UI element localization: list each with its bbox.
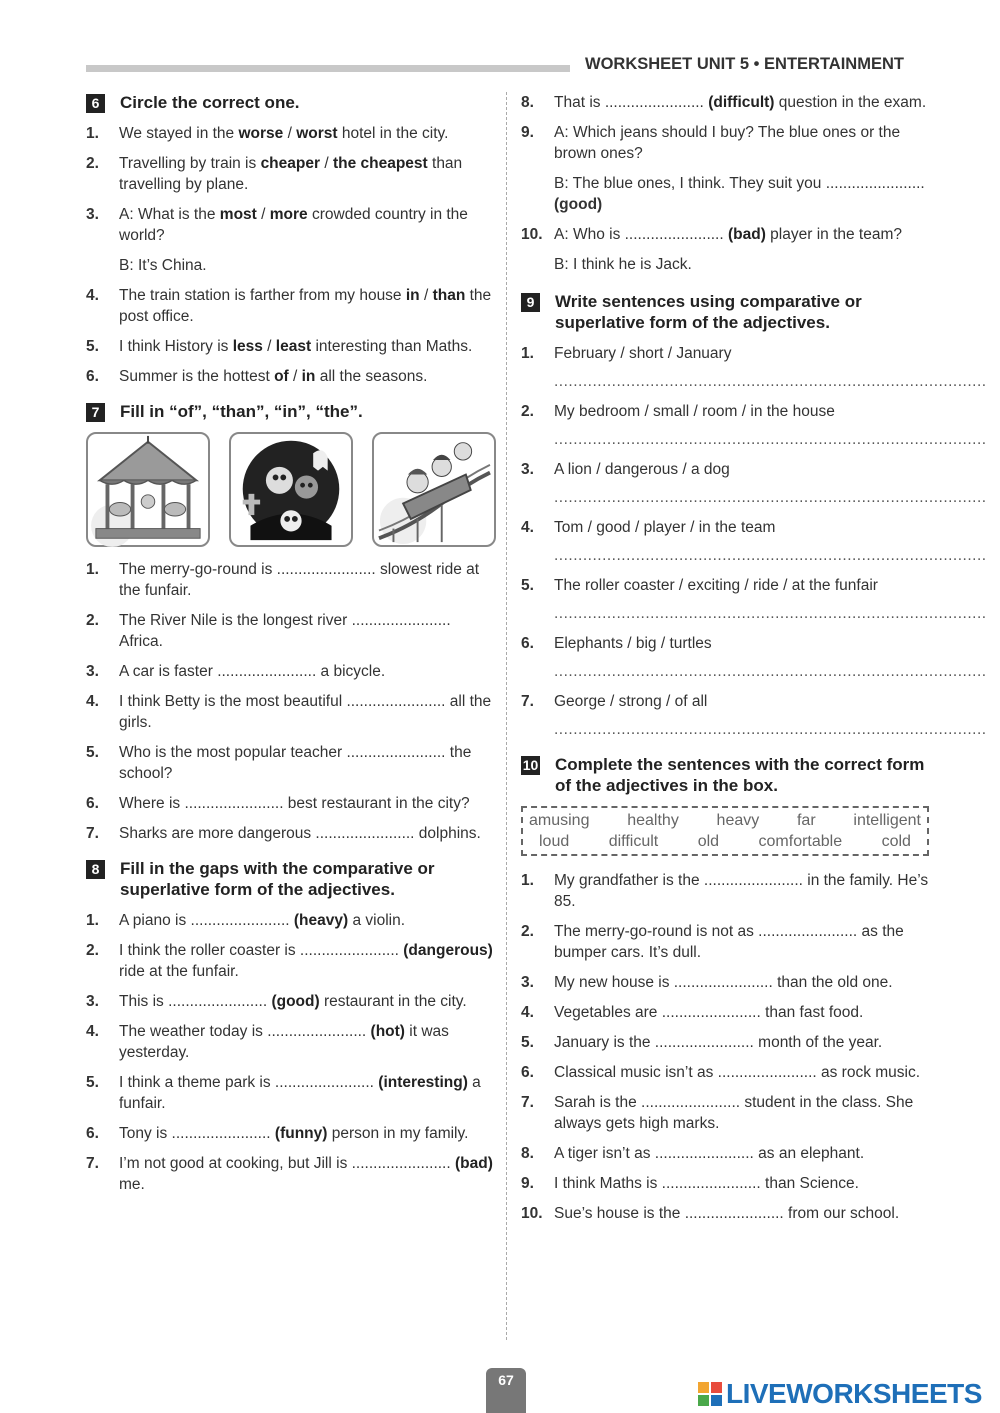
item-number: 3. xyxy=(86,206,99,223)
list-item xyxy=(521,1002,929,1023)
text-part: a violin. xyxy=(348,912,406,929)
item-text: Sue’s house is the ....................... from our school. xyxy=(554,1205,900,1222)
item-number: 5. xyxy=(86,1074,99,1091)
list-item xyxy=(86,204,496,246)
item-text: Tom / good / player / in the team xyxy=(554,519,776,536)
item-number: 10. xyxy=(521,1205,543,1222)
text-part: A piano is ....................... xyxy=(119,912,294,929)
right-column xyxy=(521,92,987,1233)
item-text xyxy=(119,366,496,387)
option-separator: / xyxy=(419,287,433,304)
word-option: healthy xyxy=(627,812,679,829)
adjective-hint: (interesting) xyxy=(378,1074,468,1091)
item-text: A car is faster ....................... a bicycle. xyxy=(119,663,386,680)
list-item xyxy=(521,459,929,480)
answer-dotted-line[interactable]: .......................................................................................... xyxy=(554,431,987,448)
item-text: The River Nile is the longest river ....................... Africa. xyxy=(119,612,451,650)
section-7-pictures xyxy=(86,432,496,547)
list-item xyxy=(521,1203,929,1224)
list-item xyxy=(86,661,496,682)
text-part: I think History is xyxy=(119,338,233,355)
word-row xyxy=(529,831,921,852)
text-part: it was yesterday. xyxy=(119,1023,449,1061)
item-text: January is the ....................... month of the year. xyxy=(554,1034,883,1051)
list-item xyxy=(86,1072,496,1114)
item-number: 4. xyxy=(86,287,99,304)
item-text: Who is the most popular teacher ....................... the school? xyxy=(119,744,472,782)
option-separator: / xyxy=(262,338,276,355)
text-part: player in the team? xyxy=(765,226,903,243)
text-part: crowded country in the world? xyxy=(119,206,468,244)
option-a[interactable]: worse xyxy=(238,125,284,142)
item-number: 1. xyxy=(521,345,534,362)
list-item xyxy=(521,1173,929,1194)
list-item xyxy=(521,1032,929,1053)
section-title: Write sentences using comparative or superlative form of the adjectives. xyxy=(555,292,862,332)
list-item xyxy=(521,972,929,993)
worksheet-title: WORKSHEET UNIT 5 • ENTERTAINMENT xyxy=(585,55,904,73)
logo-square xyxy=(698,1395,709,1406)
item-text xyxy=(119,940,496,982)
item-number: 8. xyxy=(521,94,534,111)
item-number: 9. xyxy=(521,1175,534,1192)
list-item xyxy=(521,92,929,113)
text-part: interesting than Maths. xyxy=(311,338,473,355)
answer-dotted-line[interactable]: .......................................................................................... xyxy=(554,373,987,390)
item-text: Classical music isn’t as ....................... as rock music. xyxy=(554,1064,921,1081)
adjective-hint: (good) xyxy=(271,993,320,1010)
item-number: 3. xyxy=(86,993,99,1010)
adjective-hint: (dangerous) xyxy=(403,942,493,959)
item-number: 6. xyxy=(521,1064,534,1081)
answer-dotted-line[interactable]: .......................................................................................... xyxy=(554,721,987,738)
item-number: 7. xyxy=(86,825,99,842)
list-item xyxy=(86,793,496,814)
item-number: 5. xyxy=(521,1034,534,1051)
word-option: comfortable xyxy=(758,833,843,850)
section-9-items xyxy=(521,343,987,740)
text-part: Travelling by train is xyxy=(119,155,261,172)
list-item xyxy=(86,1021,496,1063)
item-number: 2. xyxy=(521,403,534,420)
item-number: 7. xyxy=(521,1094,534,1111)
item-number: 1. xyxy=(521,872,534,889)
item-number: 5. xyxy=(86,744,99,761)
text-part: hotel in the city. xyxy=(337,125,449,142)
text-part: A: Who is ....................... xyxy=(554,226,728,243)
adjective-word-box xyxy=(521,806,929,856)
item-number: 4. xyxy=(86,693,99,710)
section-number: 6 xyxy=(86,94,105,113)
text-part: A: Which jeans should I buy? The blue ones or the brown ones? xyxy=(554,124,901,162)
text-part: a funfair. xyxy=(119,1074,481,1112)
left-column xyxy=(86,92,496,1204)
section-9-header xyxy=(521,291,929,333)
text-part: Summer is the hottest xyxy=(119,368,275,385)
section-6-items xyxy=(86,123,496,387)
text-part: the post office. xyxy=(119,287,492,325)
text-part: person in my family. xyxy=(327,1125,469,1142)
answer-dotted-line[interactable]: .......................................................................................... xyxy=(554,663,987,680)
text-part: restaurant in the city. xyxy=(319,993,467,1010)
option-a[interactable]: in xyxy=(405,287,420,304)
item-number: 1. xyxy=(86,912,99,929)
answer-dotted-line[interactable]: .......................................................................................... xyxy=(554,489,987,506)
section-7-items xyxy=(86,559,496,844)
list-item xyxy=(86,691,496,733)
section-number: 10 xyxy=(522,757,539,773)
list-item xyxy=(521,633,929,654)
item-text xyxy=(119,336,496,357)
list-item xyxy=(521,224,929,245)
page-number: 67 xyxy=(486,1368,526,1413)
item-text: A tiger isn’t as ....................... as an elephant. xyxy=(554,1145,865,1162)
roller-coaster-picture xyxy=(372,432,496,547)
text-part: This is ....................... xyxy=(119,993,272,1010)
column-divider xyxy=(506,92,507,1340)
list-item xyxy=(86,940,496,982)
list-item xyxy=(86,823,496,844)
item-text xyxy=(119,1153,496,1195)
text-part: The weather today is ....................... xyxy=(119,1023,371,1040)
option-a[interactable]: most xyxy=(219,206,257,223)
option-b[interactable]: more xyxy=(269,206,308,223)
item-number: 6. xyxy=(521,635,534,652)
item-number: 8. xyxy=(521,1145,534,1162)
word-option: intelligent xyxy=(853,812,921,829)
item-number: 2. xyxy=(86,155,99,172)
section-title: Fill in “of”, “than”, “in”, “the”. xyxy=(120,402,363,421)
section-title: Circle the correct one. xyxy=(120,93,300,112)
logo-square xyxy=(711,1395,722,1406)
item-text: Vegetables are ....................... than fast food. xyxy=(554,1004,864,1021)
word-option: far xyxy=(796,812,816,829)
item-text: My bedroom / small / room / in the house xyxy=(554,403,835,420)
text-part: me. xyxy=(119,1176,145,1193)
option-b[interactable]: in xyxy=(301,368,316,385)
option-b[interactable]: the cheapest xyxy=(332,155,428,172)
option-separator: / xyxy=(320,155,333,172)
item-text xyxy=(119,991,496,1012)
logo-text: LIVEWORKSHEETS xyxy=(726,1378,982,1409)
item-number: 6. xyxy=(86,795,99,812)
list-item xyxy=(86,991,496,1012)
list-item xyxy=(86,123,496,144)
item-number: 5. xyxy=(86,338,99,355)
item-number: 3. xyxy=(86,663,99,680)
item-text xyxy=(554,224,929,245)
item-number: 2. xyxy=(86,942,99,959)
section-10-header xyxy=(521,754,929,796)
section-8-header xyxy=(86,858,496,900)
adjective-hint: (hot) xyxy=(370,1023,405,1040)
adjective-hint: (difficult) xyxy=(708,94,775,111)
item-number: 9. xyxy=(521,124,534,141)
word-option: old xyxy=(697,833,720,850)
item-text: George / strong / of all xyxy=(554,693,708,710)
text-part: A: What is the xyxy=(119,206,220,223)
list-item xyxy=(86,153,496,195)
word-option: amusing xyxy=(529,812,590,829)
text-part: That is ....................... xyxy=(554,94,709,111)
list-item xyxy=(86,366,496,387)
adjective-hint: (heavy) xyxy=(293,912,349,929)
item-number: 4. xyxy=(521,519,534,536)
adjective-hint: (bad) xyxy=(454,1155,493,1172)
list-item xyxy=(521,691,929,712)
text-part: I think a theme park is ....................... xyxy=(119,1074,379,1091)
section-number: 7 xyxy=(86,403,105,422)
list-item xyxy=(521,343,929,364)
list-item xyxy=(86,742,496,784)
logo-square xyxy=(711,1382,722,1393)
item-number: 1. xyxy=(86,561,99,578)
item-text: Sharks are more dangerous ....................... dolphins. xyxy=(119,825,481,842)
option-separator: / xyxy=(288,368,302,385)
item-number: 4. xyxy=(86,1023,99,1040)
item-text: A lion / dangerous / a dog xyxy=(554,461,730,478)
word-row xyxy=(529,810,921,831)
list-item xyxy=(521,517,929,538)
item-text: I think Betty is the most beautiful ....................... all the girls. xyxy=(119,693,492,731)
item-text xyxy=(554,92,929,113)
merry-go-round-picture xyxy=(86,432,210,547)
text-part: question in the exam. xyxy=(774,94,927,111)
list-item xyxy=(521,575,929,596)
text-part: ride at the funfair. xyxy=(119,963,239,980)
item-number: 1. xyxy=(86,125,99,142)
answer-line: B: I think he is Jack. xyxy=(554,256,692,273)
item-number: 7. xyxy=(521,693,534,710)
item-text xyxy=(554,122,929,164)
answer-line xyxy=(554,173,929,215)
text-part: We stayed in the xyxy=(119,125,239,142)
word-option: difficult xyxy=(608,833,659,850)
list-item xyxy=(86,559,496,601)
section-6-header xyxy=(86,92,496,113)
item-number: 7. xyxy=(86,1155,99,1172)
logo-square xyxy=(698,1382,709,1393)
section-number: 9 xyxy=(521,293,540,312)
list-item xyxy=(521,870,929,912)
item-text xyxy=(119,285,496,327)
item-number: 3. xyxy=(521,461,534,478)
liveworksheets-logo xyxy=(698,1378,982,1410)
section-8-items-continued xyxy=(521,92,929,275)
item-text xyxy=(119,1123,496,1144)
text-part: I’m not good at cooking, but Jill is ....................... xyxy=(119,1155,455,1172)
option-separator: / xyxy=(256,206,270,223)
section-10-items xyxy=(521,870,929,1224)
item-number: 4. xyxy=(521,1004,534,1021)
text-part: than travelling by plane. xyxy=(119,155,463,193)
word-option: heavy xyxy=(716,812,760,829)
item-text xyxy=(119,204,496,246)
item-text: Sarah is the ....................... student in the class. She always gets high marks. xyxy=(554,1094,914,1132)
option-b[interactable]: than xyxy=(432,287,466,304)
list-item xyxy=(86,1123,496,1144)
item-text: My new house is ....................... than the old one. xyxy=(554,974,893,991)
option-a[interactable]: cheaper xyxy=(260,155,321,172)
adjective-hint: (funny) xyxy=(274,1125,328,1142)
adjective-hint: (good) xyxy=(554,196,603,213)
item-text xyxy=(119,123,496,144)
item-number: 2. xyxy=(521,923,534,940)
item-text: The roller coaster / exciting / ride / at the funfair xyxy=(554,577,878,594)
section-title: Complete the sentences with the correct form of the adjectives in the box. xyxy=(555,755,925,795)
item-text: Elephants / big / turtles xyxy=(554,635,712,652)
option-a[interactable]: of xyxy=(274,368,289,385)
list-item xyxy=(86,285,496,327)
option-b[interactable]: least xyxy=(275,338,312,355)
item-text: Where is ....................... best restaurant in the city? xyxy=(119,795,470,812)
answer-line: B: It’s China. xyxy=(119,257,207,274)
text-part: I think the roller coaster is ....................... xyxy=(119,942,404,959)
item-text: My grandfather is the ....................... in the family. He’s 85. xyxy=(554,872,929,910)
item-text xyxy=(119,910,496,931)
list-item xyxy=(86,910,496,931)
section-7-header xyxy=(86,401,496,422)
text-part: Tony is ....................... xyxy=(119,1125,275,1142)
list-item xyxy=(86,1153,496,1195)
word-option: cold xyxy=(881,833,911,850)
list-item xyxy=(521,122,929,164)
answer-dotted-line[interactable]: .......................................................................................... xyxy=(554,547,987,564)
option-separator: / xyxy=(283,125,297,142)
section-title: Fill in the gaps with the comparative or superlative form of the adjectives. xyxy=(120,859,435,899)
list-item xyxy=(521,401,929,422)
item-text: The merry-go-round is ....................... slowest ride at the funfair. xyxy=(119,561,480,599)
answer-dotted-line[interactable]: .......................................................................................... xyxy=(554,605,987,622)
item-number: 5. xyxy=(521,577,534,594)
item-number: 6. xyxy=(86,368,99,385)
item-text xyxy=(119,1072,496,1114)
item-text xyxy=(119,1021,496,1063)
item-number: 3. xyxy=(521,974,534,991)
logo-icon xyxy=(698,1382,722,1406)
list-item xyxy=(521,1143,929,1164)
item-text: February / short / January xyxy=(554,345,732,362)
word-option: loud xyxy=(539,833,570,850)
text-part: all the seasons. xyxy=(315,368,428,385)
haunted-house-picture xyxy=(229,432,353,547)
option-a[interactable]: less xyxy=(232,338,263,355)
list-item xyxy=(521,1092,929,1134)
item-text: I think Maths is ....................... than Science. xyxy=(554,1175,859,1192)
section-8-items xyxy=(86,910,496,1195)
text-part: B: The blue ones, I think. They suit you ....................... xyxy=(554,175,925,192)
adjective-hint: (bad) xyxy=(727,226,766,243)
item-text: The merry-go-round is not as ....................... as the bumper cars. It’s dull. xyxy=(554,923,904,961)
item-number: 6. xyxy=(86,1125,99,1142)
option-b[interactable]: worst xyxy=(296,125,338,142)
item-number: 10. xyxy=(521,226,543,243)
list-item xyxy=(521,921,929,963)
header-bar xyxy=(86,65,570,72)
list-item xyxy=(521,1062,929,1083)
list-item xyxy=(86,610,496,652)
item-number: 2. xyxy=(86,612,99,629)
text-part: The train station is farther from my house xyxy=(119,287,406,304)
list-item xyxy=(86,336,496,357)
section-number: 8 xyxy=(86,860,105,879)
item-text xyxy=(119,153,496,195)
